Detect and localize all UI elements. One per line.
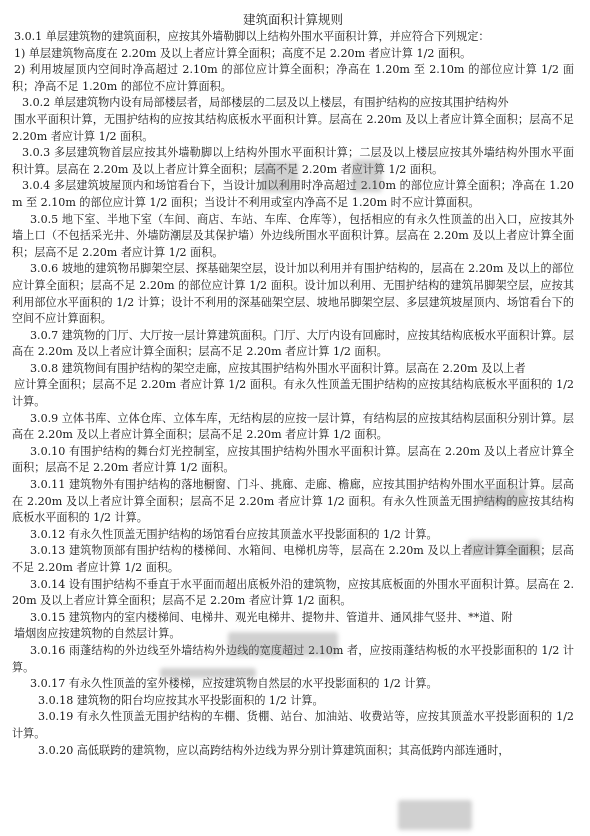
- paragraph: 3.0.5 地下室、半地下室（车间、商店、车站、车库、仓库等），包括相应的有永久性顶盖的出入口，应按其外墙上口（不包括采光井、外墙防潮层及其保护墙）外边线所围水平面积计算。层高在 2.20m 及以上者应计算全面积；层高不足 2.20m 者应计算 1/2 面积。: [12, 212, 574, 259]
- paragraph: 3.0.3 多层建筑物首层应按其外墙勒脚以上结构外围水平面积计算；二层及以上楼层应按其外墙结构外围水平面积计算。层高在 2.20m 及以上者应计算全面积；层高不足 2.20m 者应计算 1/2 面积。: [12, 146, 574, 176]
- paragraph: 3.0.9 立体书库、立体仓库、立体车库，无结构层的应按一层计算，有结构层的应按其结构层面积分别计算。层高在 2.20m 及以上者应计算全面积；层高不足 2.20m 者应计算 1/2 面积。: [12, 411, 574, 442]
- paragraph: 3.0.15 建筑物内的室内楼梯间、电梯井、观光电梯井、提物井、管道井、通风排气竖井、**道、附: [30, 610, 513, 624]
- paragraph: 3.0.2 单层建筑物内设有局部楼层者，局部楼层的二层及以上楼层，有围护结构的应按其围护结构外: [22, 96, 509, 110]
- paragraph: 3.0.8 建筑物间有围护结构的架空走廊，应按其围护结构外围水平面积计算。层高在 2.20m 及以上者: [30, 361, 526, 375]
- paragraph: 1) 单层建筑物高度在 2.20m 及以上者应计算全面积；高度不足 2.20m 者应计算 1/2 面积。: [14, 46, 472, 60]
- document-body: [12, 29, 574, 759]
- paragraph: 3.0.17 有永久性顶盖的室外楼梯，应按建筑物自然层的水平投影面积的 1/2 计算。: [30, 677, 438, 691]
- paragraph: 3.0.1 单层建筑物的建筑面积，应按其外墙勒脚以上结构外围水平面积计算，并应符合下列规定：: [14, 30, 490, 43]
- paragraph: 3.0.13 建筑物顶部有围护结构的楼梯间、水箱间、电梯机房等，层高在 2.20m 及以上者应计算全面积；层高不足 2.20m 者应计算 1/2 面积。: [12, 544, 574, 574]
- scan-smudge: [398, 800, 472, 830]
- paragraph: 3.0.7 建筑物的门厅、大厅按一层计算建筑面积。门厅、大厅内设有回廊时，应按其结构底板水平面积计算。层高在 2.20m 及以上者应计算全面积；层高不足 2.20m 者应计算 1/2 面积。: [12, 328, 574, 359]
- paragraph: 应计算全面积；层高不足 2.20m 者应计算 1/2 面积。有永久性顶盖无围护结构的应按其结构底板水平面积的 1/2 计算。: [12, 378, 574, 409]
- paragraph: 围水平面积计算，无围护结构的应按其结构底板水平面积计算。层高在 2.20m 及以上者应计算全面积；层高不足 2.20m 者应计算 1/2 面积。: [12, 112, 574, 143]
- paragraph: 3.0.16 雨蓬结构的外边线至外墙结构外边线的宽度超过 2.10m 者，应按雨蓬结构板的水平投影面积的 1/2 计算。: [12, 643, 574, 674]
- paragraph: 3.0.20 高低联跨的建筑物，应以高跨结构外边线为界分别计算建筑面积；其高低跨内部连通时，: [38, 743, 510, 757]
- paragraph: 3.0.18 建筑物的阳台均应按其水平投影面积的 1/2 计算。: [38, 693, 324, 707]
- paragraph: 3.0.10 有围护结构的舞台灯光控制室，应按其围护结构外围水平面积计算。层高在 2.20m 及以上者应计算全面积；层高不足 2.20m 者应计算 1/2 面积。: [12, 444, 574, 475]
- paragraph: 3.0.4 多层建筑坡屋顶内和场馆看台下，当设计加以利用时净高超过 2.10m 的部位应计算全面积；净高在 1.20m 至 2.10m 的部位应计算 1/2 面积；当设计不利用或室内净高不足 1.20m 时不应计算面积。: [12, 179, 574, 209]
- paragraph: 3.0.12 有永久性顶盖无围护结构的场馆看台应按其顶盖水平投影面积的 1/2 计算。: [30, 527, 438, 541]
- paragraph: 2) 利用坡屋顶内空间时净高超过 2.10m 的部位应计算全面积；净高在 1.20m 至 2.10m 的部位应计算 1/2 面积；净高不足 1.20m 的部位不应计算面积。: [12, 63, 574, 93]
- paragraph: 3.0.11 建筑物外有围护结构的落地橱窗、门斗、挑廊、走廊、檐廊，应按其围护结构外围水平面积计算。层高在 2.20m 及以上者应计算全面积；层高不足 2.20m 者应计算 1/2 面积。有永久性顶盖无围护结构的应按其结构底板水平面积的 1/2 计算。: [12, 478, 574, 525]
- document-title: 建筑面积计算规则: [242, 12, 343, 27]
- paragraph: 3.0.14 设有围护结构不垂直于水平面而超出底板外沿的建筑物，应按其底板面的外围水平面积计算。层高在 2.20m 及以上者应计算全面积；层高不足 2.20m 者应计算 1/2 面积。: [12, 577, 574, 608]
- paragraph: 3.0.6 坡地的建筑物吊脚架空层、探基础架空层，设计加以利用并有围护结构的，层高在 2.20m 及以上的部位应计算全面积；层高不足 2.20m 的部位应计算 1/2 面积。设计加以利用、无围护结构的建筑吊脚架空层，应按其利用部位水平面积的 1/2 计算；设计不利用的深基础架空层、坡地吊脚架空层、多层建筑坡屋顶内、场馆看台下的空间不应计算面积。: [12, 262, 574, 326]
- paragraph: 3.0.19 有永久性顶盖无围护结构的车棚、货棚、站台、加油站、收费站等，应按其顶盖水平投影面积的 1/2 计算。: [12, 710, 574, 740]
- paragraph: 墙烟囱应按建筑物的自然层计算。: [14, 627, 181, 641]
